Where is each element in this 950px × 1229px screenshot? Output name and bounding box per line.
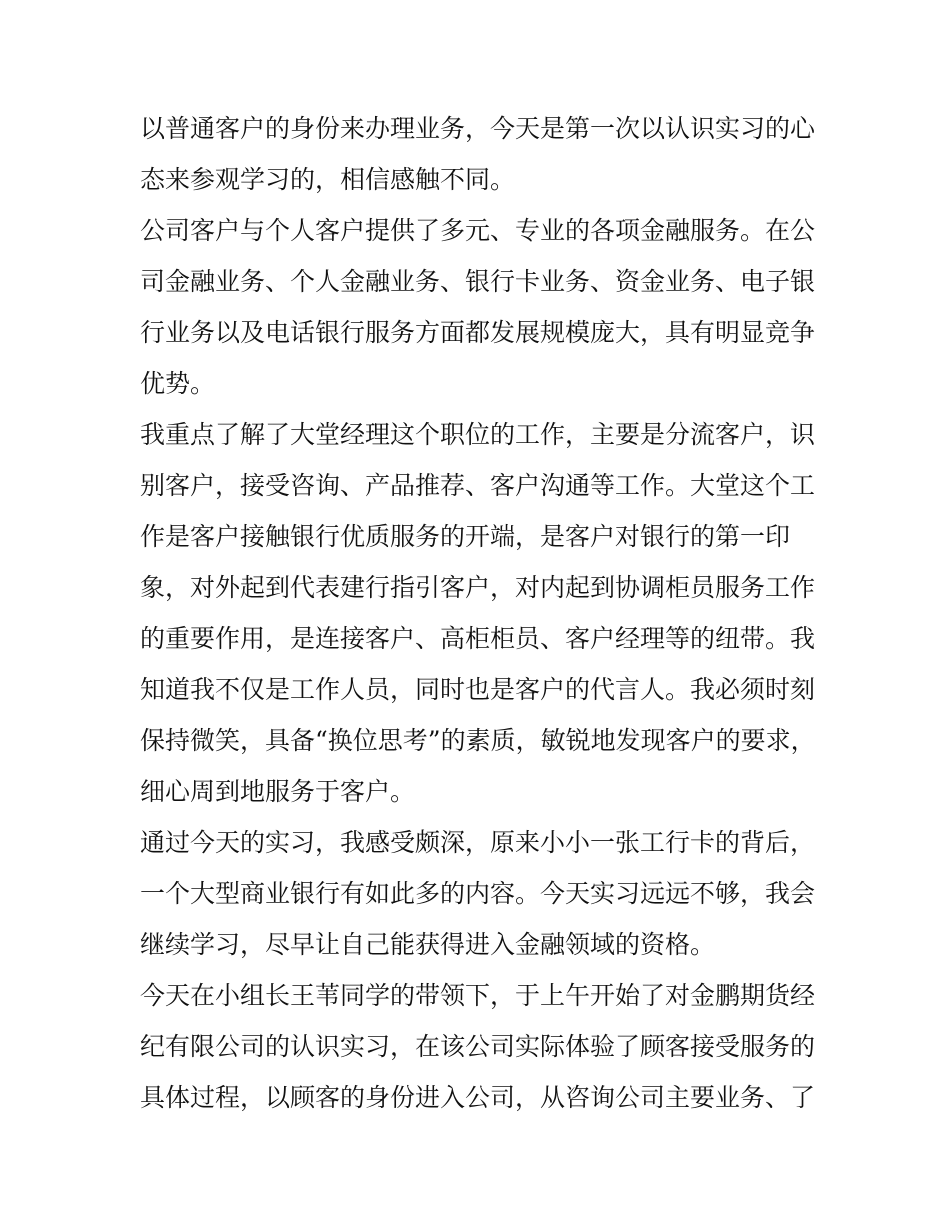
text-line: 通过今天的实习，我感受颇深，原来小小一张工行卡的背后，: [140, 828, 816, 857]
text-line: 以普通客户的身份来办理业务，今天是第一次以认识实习的心: [140, 114, 816, 143]
paragraph-5: [140, 970, 820, 1123]
text-line: 公司客户与个人客户提供了多元、专业的各项金融服务。在公: [140, 216, 816, 245]
text-line: 别客户，接受咨询、产品推荐、客户沟通等工作。大堂这个工: [140, 471, 816, 500]
paragraph-1: [140, 103, 820, 205]
text-line: 司金融业务、个人金融业务、银行卡业务、资金业务、电子银: [140, 267, 816, 296]
text-line: 知道我不仅是工作人员，同时也是客户的代言人。我必须时刻: [140, 675, 816, 704]
text-line: 行业务以及电话银行服务方面都发展规模庞大，具有明显竞争: [140, 318, 816, 347]
paragraph-4: [140, 817, 820, 970]
text-line: 细心周到地服务于客户。: [140, 777, 416, 806]
text-line: 一个大型商业银行有如此多的内容。今天实习远远不够，我会: [140, 879, 816, 908]
text-line: 保持微笑，具备“换位思考”的素质，敏锐地发现客户的要求，: [140, 726, 816, 755]
text-line: 作是客户接触银行优质服务的开端，是客户对银行的第一印: [140, 522, 791, 551]
text-line: 纪有限公司的认识实习，在该公司实际体验了顾客接受服务的: [140, 1032, 816, 1061]
text-line: 我重点了解了大堂经理这个职位的工作，主要是分流客户，识: [140, 420, 816, 449]
document-body: [140, 103, 820, 1123]
text-line: 态来参观学习的，相信感触不同。: [140, 165, 516, 194]
text-line: 的重要作用，是连接客户、高柜柜员、客户经理等的纽带。我: [140, 624, 816, 653]
text-line: 优势。: [140, 369, 216, 398]
text-line: 具体过程，以顾客的身份进入公司，从咨询公司主要业务、了: [140, 1083, 816, 1112]
text-line: 今天在小组长王苇同学的带领下，于上午开始了对金鹏期货经: [140, 981, 816, 1010]
paragraph-2: [140, 205, 820, 409]
text-line: 继续学习，尽早让自己能获得进入金融领域的资格。: [140, 930, 716, 959]
paragraph-3: [140, 409, 820, 817]
text-line: 象，对外起到代表建行指引客户，对内起到协调柜员服务工作: [140, 573, 816, 602]
